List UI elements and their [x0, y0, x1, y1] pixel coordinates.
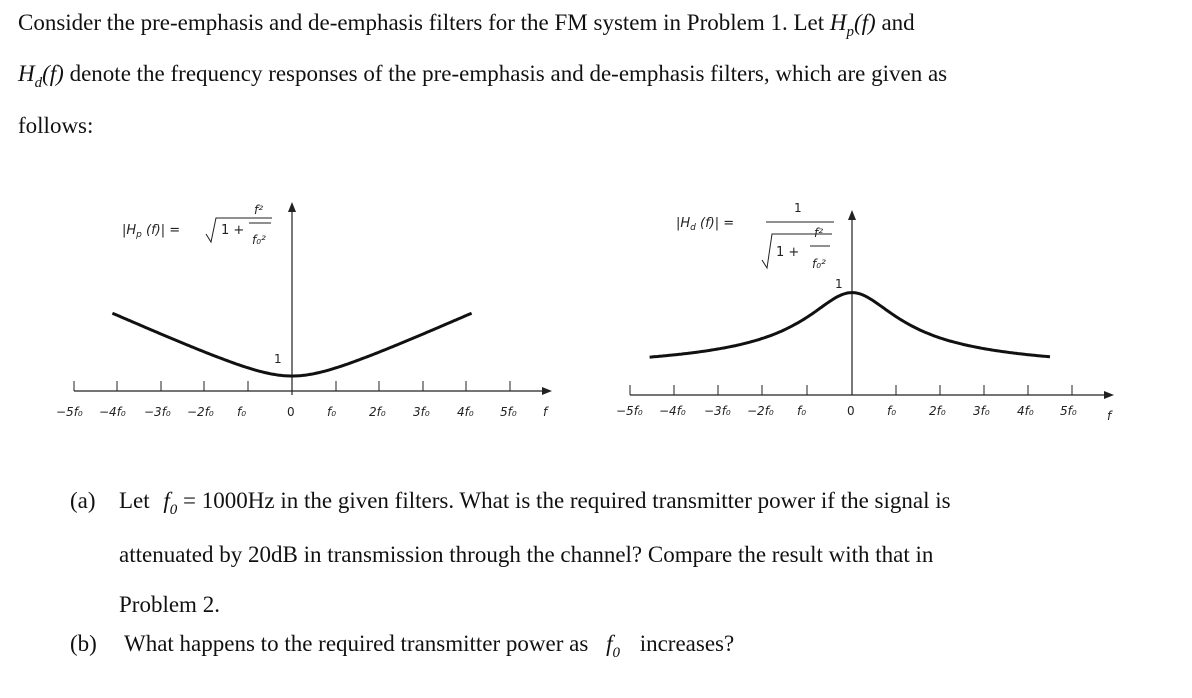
- intro-text-3: follows:: [18, 113, 94, 138]
- hd-formula-lhs: $|H_d$ (f)| =: [676, 216, 735, 233]
- tick-label: 5f₀: [1060, 404, 1077, 418]
- question-b-text: [124, 631, 884, 662]
- intro-text-1: Consider the pre-emphasis and de-emphasis filters for the FM system in Problem 1. Let: [18, 10, 825, 35]
- question-b-label: (b): [70, 631, 97, 656]
- qa-f-symbol: $f_0$: [163, 488, 178, 518]
- y-arrow: [288, 202, 296, 212]
- left-tick-labels: [56, 405, 549, 419]
- tick-label: −5f₀: [56, 405, 83, 419]
- hd-peak-label: 1: [835, 277, 843, 291]
- tick-label: −2f₀: [187, 405, 214, 419]
- and-word: and: [881, 10, 915, 35]
- intro-line-3: [18, 100, 1153, 152]
- tick-label: 0: [287, 405, 295, 419]
- tick-label: f: [543, 405, 548, 419]
- tick-label: 2f₀: [929, 404, 946, 418]
- tick-label: 4f₀: [1017, 404, 1034, 418]
- tick-label: 5f₀: [500, 405, 517, 419]
- question-a-line-2: attenuated by 20dB in transmission through the channel? Compare the result with that in: [119, 542, 934, 567]
- hp-symbol: $H_p(f)$: [829, 10, 876, 40]
- y-arrow-right: [848, 210, 856, 220]
- right-ticks: [630, 385, 1072, 395]
- tick-label: f: [1107, 409, 1112, 423]
- tick-label: −3f₀: [144, 405, 171, 419]
- tick-label: f₀: [327, 405, 337, 419]
- tick-label: 3f₀: [973, 404, 990, 418]
- tick-label: 0: [847, 404, 855, 418]
- hp-frac-num: f²: [254, 203, 264, 217]
- qb-f-symbol: $f_0$: [606, 631, 620, 661]
- tick-label: −3f₀: [704, 404, 731, 418]
- tick-label: −5f₀: [616, 404, 643, 418]
- tick-label: −4f₀: [99, 405, 126, 419]
- hd-inner-one: 1 +: [776, 245, 800, 260]
- de-emphasis-curve: [650, 293, 1050, 358]
- tick-label: −2f₀: [747, 404, 774, 418]
- hd-inner-den: f₀²: [812, 257, 826, 271]
- question-a-line-1: [119, 488, 1153, 519]
- question-a-line-3: Problem 2.: [119, 592, 220, 617]
- hp-formula-lhs: $|H_p$ (f)| =: [122, 223, 181, 240]
- pre-emphasis-figure: [40, 190, 600, 440]
- tick-label: f₀: [797, 404, 807, 418]
- qa-rest: = 1000Hz in the given filters. What is the required transmitter power if the signal is: [183, 488, 951, 513]
- de-emphasis-figure: [604, 190, 1144, 440]
- x-arrow: [542, 387, 552, 395]
- x-arrow-right: [1104, 391, 1114, 399]
- right-tick-labels: [616, 404, 1113, 423]
- tick-label: −4f₀: [659, 404, 686, 418]
- tick-label: 4f₀: [457, 405, 474, 419]
- qa-let: Let: [119, 488, 150, 513]
- intro-text-2: denote the frequency responses of the pre-emphasis and de-emphasis filters, which are given as: [69, 61, 948, 86]
- question-a-label: (a): [70, 488, 96, 513]
- tick-label: f₀: [887, 404, 897, 418]
- tick-label: f₀: [237, 405, 247, 419]
- left-ticks: [74, 381, 510, 391]
- hd-symbol: $H_d(f)$: [18, 61, 64, 91]
- hp-formula-one: 1 +: [221, 223, 245, 238]
- hp-min-label: 1: [274, 352, 282, 366]
- tick-label: 2f₀: [369, 405, 386, 419]
- tick-label: 3f₀: [413, 405, 430, 419]
- hd-inner-num: f²: [814, 226, 824, 240]
- qb-after: increases?: [639, 631, 735, 656]
- hp-frac-den: f₀²: [252, 233, 266, 247]
- hd-frac-num: 1: [794, 201, 802, 215]
- qb-before: What happens to the required transmitter power as: [124, 631, 589, 656]
